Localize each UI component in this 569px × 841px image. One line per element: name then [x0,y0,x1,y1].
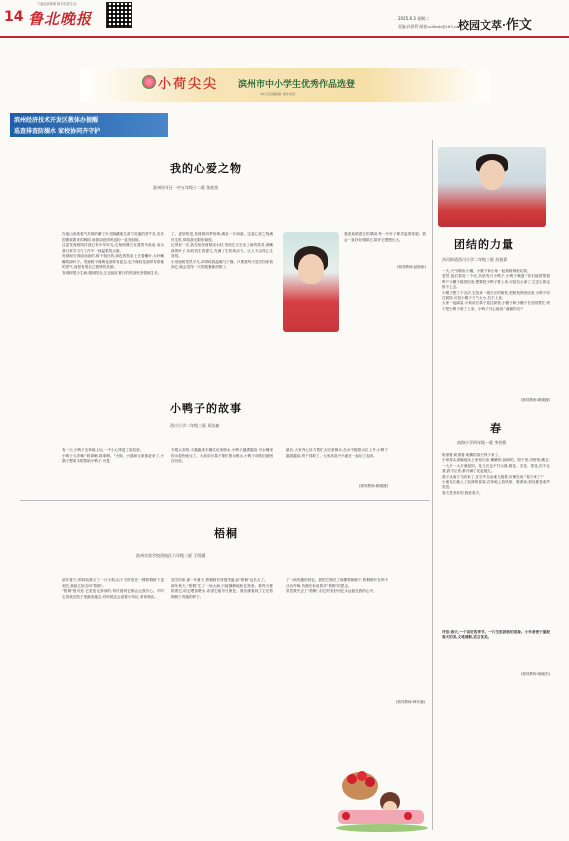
sponsor-line-1: 滨州经济技术开发区教体办提醒 [14,117,99,124]
article-body-4: 一天,天气晴朗,小狮、小猴子和小象一起到树林里玩耍。 忽然,他们看见一个坑,坑里有只小鸭子,小鸭子喊道:"你们能帮帮我吗?"小狮子跳进坑里,想要把小鸭子推上来,可是坑太深了,它怎么推也推不上去。 小猴子想了个办法,它找来一根长长的树枝,把树枝伸进坑里,小鸭子咬住树枝,可是小猴子力气太小,拉不上来。 大家一起商量,小象用长鼻子卷住树枝,小猴子和小狮子在后面帮忙,终于把小鸭子救了上来。小鸭子开心地说:"谢谢你们!" [442,269,550,311]
section-title-strong: 作文 [505,18,532,33]
qr-code-icon [106,2,132,28]
article-title-1: 我的心爱之物 [170,162,242,175]
issue-date: 2025.6.3 星期二 [398,16,430,21]
article-title-2: 小鸭子的故事 [170,402,242,415]
article-teacher-3: (指导教师:韩冬晓) [395,700,425,704]
masthead-logo: 鲁北晚报 [28,10,93,28]
article-author-3: 滨州实验学校西校区六年级三班 王绍涵 [136,553,206,558]
article-body-2-col3: 最后,大家齐心协力帮忙大坑里倒水,在水中随着水位上升,小鸭子越游越高,终于得救了。大家高高兴兴地在一起玩了起来。 [286,448,388,458]
article-author-2: 西川小学二年级三班 邓浩森 [170,423,220,428]
article-author-1: 滨州经开区一中五年级十二班 张欣奕 [153,185,219,190]
banner-subtitle: 滨州市中小学生优秀作品选登 [238,80,356,90]
article-title-5: 春 [490,422,502,435]
article-body-1-col3: 我喜欢照看它的翠绿,每一片叶子都洋溢着希望。我会一直好好照顾它,陪伴它慢慢长大。 [344,232,426,242]
article-teacher-1: (指导教师:赵娇娇) [396,265,426,269]
article-title-3: 梧桐 [214,527,238,540]
page-number: 14 [4,9,24,25]
author-photo-4-face [479,160,505,190]
masthead-tagline: 下载品质新闻 畅享品质生活 [37,2,77,6]
article-author-5: 南海小学四年级一班 李若熙 [457,440,507,445]
editor-info: 责编:孙源利 邮箱:sdlbwb@163.com [398,24,463,29]
article-body-1-col2: 了。更妙的是,发财树四季皆翠,满室一片绿意。这盆心爱之物满怀生机,带给我无限的愉悦。 记得有一次,我在给发财树浇水时,发现它又长出了新的枝芽,那嫩绿的叶子,如同初生的婴儿,充满了生机和活力。让人不由得心生喜悦。 小发财树虽然平凡,却带给我温暖与宁静。只要我每天放学回家看到它,就会觉得一天的疲惫都消散了。 [171,232,273,269]
sponsor-line-2: 巡查排查防溺水 家校协同齐守护 [14,128,101,135]
cherry-girl-illustration [330,724,428,834]
article-teacher-4: (指导教师:路媛媛) [520,398,550,402]
lotus-icon [142,75,156,89]
header-rule [0,36,569,38]
article-body-3-col3: 了一段有趣的回忆。我把它埋在了那棵梧桐树下,梧桐树叶在风中沙沙作响,仿佛在诉说着对"梧桐"的思念。 虽然我失去了"梧桐",但它的美好回忆永远留在我的心中。 [286,578,388,593]
article-teacher-5: (指导教师:杨晓杰) [520,672,550,676]
section-divider [20,500,430,501]
banner-info: 本栏目投稿邮箱: 联系电话: [260,92,296,96]
section-title [458,14,532,33]
article-teacher-2: (指导教师:路媛媛) [358,484,388,488]
section-title-prefix: 校园文萃· [458,19,506,32]
article-body-3-col1: 那年夏天,妈妈给我买了一只小狗,由于当时是在一棵梧桐树下见到它,就给它取名叫"梧桐"。 "梧桐"很可爱,它宽宽毛茸茸的,每次看到它都会让我开心。平时它喜欢在院子里跑来跑去,有时候还会追着小鸡玩,非常调皮。 [62,578,164,599]
article-body-2-col1: 有一天,小鸭子去草地上玩,一不小心摔进了泥坑里。 小鸭子大声喊:"救命啊,救命啊。"小狗、小猫和大象都赶来了,小猫子想用木棍帮助小鸭子,可是 [62,448,164,463]
article-body-1-col1: 在地山喜欢春气扑鼻的紫丁叶茎胸藕欢生命力旺盛的香牛花,音乐国蕾欢歌来的枫树,而我如爱妈妈送的一盆发财树。 这盆发财树陪伴我已有半年时光,它始终静立在我的书桌前,成为我日常学习与工作中一抹温柔的点缀。 发财树长得绿油油的,树干粗壮的,绿色的枝条上长着嫩叶,大叶嫩嘟的绿叶子。发财树不像梅花那样有姿态,也不像桂花那样有浓郁的香气,而是有着自己独特的美丽。 发财树很少生病,遇到阳光,它也能在夏日的热浪里坚强地生长。 [62,232,164,275]
column-divider [432,140,433,830]
article-body-5: 盼望着,盼望着,明媚的春天终于来了。 小草探头探脑地从土里钻出来,嫩嫩的,绿绿的。园子里,田野里,瞧去,一大片一大片满是的。花儿们也不甘示弱,桃花、杏花、梨花,你不让我,我不让你,都开满了花赶趟儿。 燕子从南方飞回来了,在空中自由地飞翔着,好像在说:"春天来了!" 小朋友们换上了轻薄的春装,在草地上放风筝、做游戏,到处都是欢声笑语。 春天是美好的,我爱春天。 [442,453,550,495]
article-body-2-col2: 木棍太高短,小猫跑来木桶往坑里倒水,小鸭子越漂越高,可水桶里的水很快就完了。大象用长鼻子帮忙吸水吸水,小鸭子却依旧被困在坑里。 [171,448,273,463]
author-photo-1-face [298,254,324,284]
article-body-3-col2: 放学回家,那一年夏天,梧桐树长得很茂盛,而"梧桐"也长大了。 那年秋天,"梧桐"生了一场大病,只能静静地趴在窝里。我每天都陪着它,给它喂食喂水,希望它能早日康复。我仿佛看到了它在梧桐树下奔跑的样子。 [171,578,273,599]
article-title-4: 团结的力量 [454,238,514,251]
banner-title: 小荷尖尖 [158,77,219,92]
article-comment-5: 评语:春天,一个美好的季节。一片生机勃勃的景象。小作者善于捕捉春天的美,文笔清新,语言优美。 [442,630,550,640]
article-author-4: 沙河街道西川小学二年级三班 苏依霏 [442,257,508,262]
